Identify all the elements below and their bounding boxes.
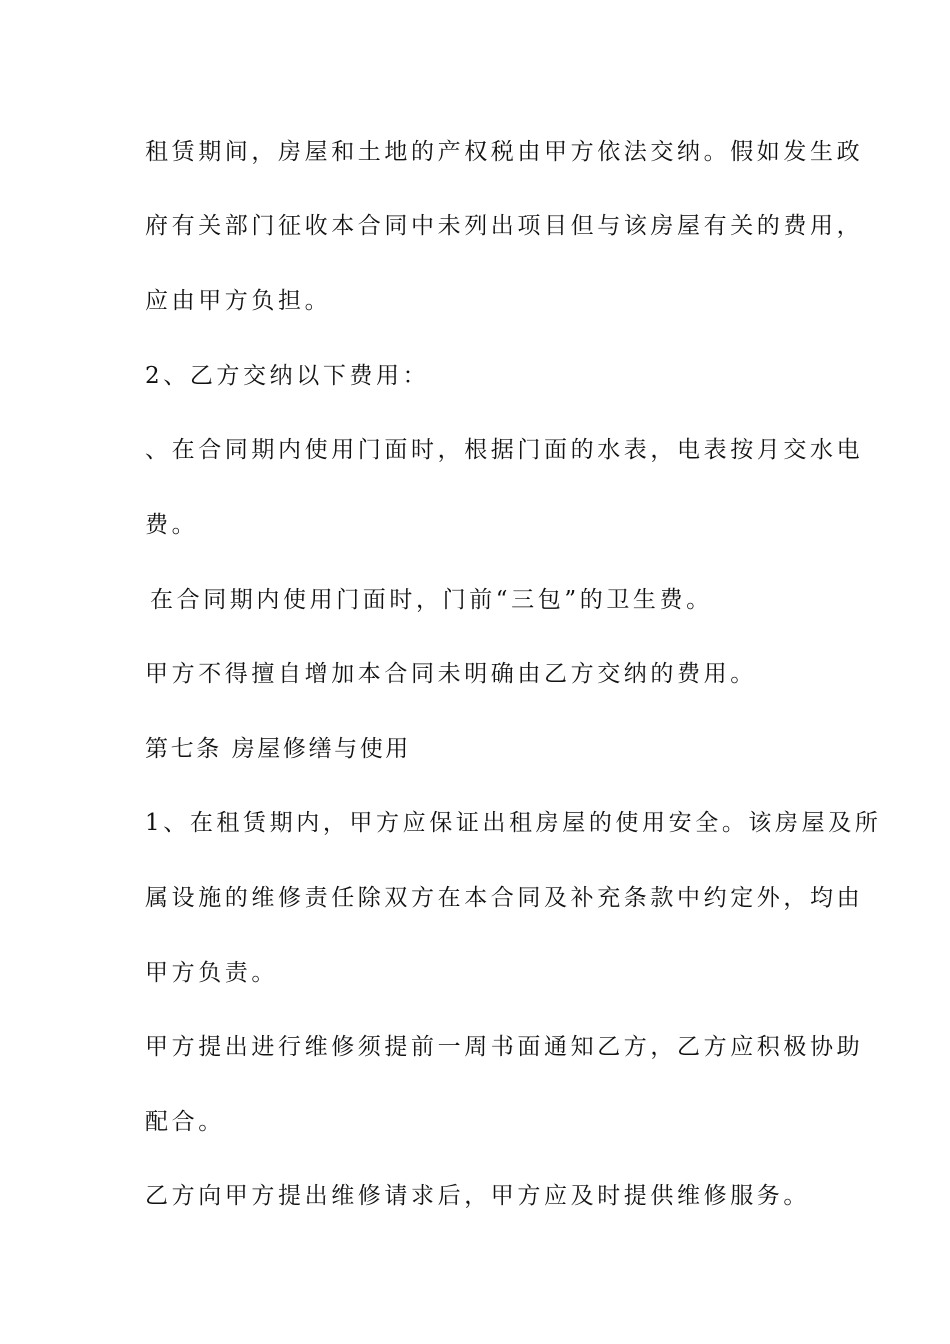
paragraph-line: 属设施的维修责任除双方在本合同及补充条款中约定外，均由	[145, 885, 864, 911]
paragraph-line: 配合。	[145, 1109, 225, 1135]
paragraph-line: 甲方不得擅自增加本合同未明确由乙方交纳的费用。	[145, 661, 757, 687]
paragraph-line: 2、乙方交纳以下费用：	[145, 363, 430, 389]
paragraph-line: 甲方负责。	[145, 960, 278, 986]
paragraph-line: 乙方向甲方提出维修请求后，甲方应及时提供维修服务。	[145, 1183, 810, 1209]
paragraph-line: 、在合同期内使用门面时，根据门面的水表，电表按月交水电	[145, 437, 864, 463]
paragraph-line: 应由甲方负担。	[145, 288, 332, 314]
paragraph-line: 甲方提出进行维修须提前一周书面通知乙方，乙方应积极协助	[145, 1034, 864, 1060]
section-heading: 第七条 房屋修缮与使用	[145, 736, 411, 762]
paragraph-line: 租赁期间，房屋和土地的产权税由甲方依法交纳。假如发生政	[145, 139, 864, 165]
paragraph-line: 费。	[145, 512, 199, 538]
paragraph-line: 1、在租赁期内，甲方应保证出租房屋的使用安全。该房屋及所	[145, 810, 882, 836]
paragraph-line: 在合同期内使用门面时，门前“三包”的卫生费。	[150, 587, 713, 613]
paragraph-line: 府有关部门征收本合同中未列出项目但与该房屋有关的费用，	[145, 213, 864, 239]
